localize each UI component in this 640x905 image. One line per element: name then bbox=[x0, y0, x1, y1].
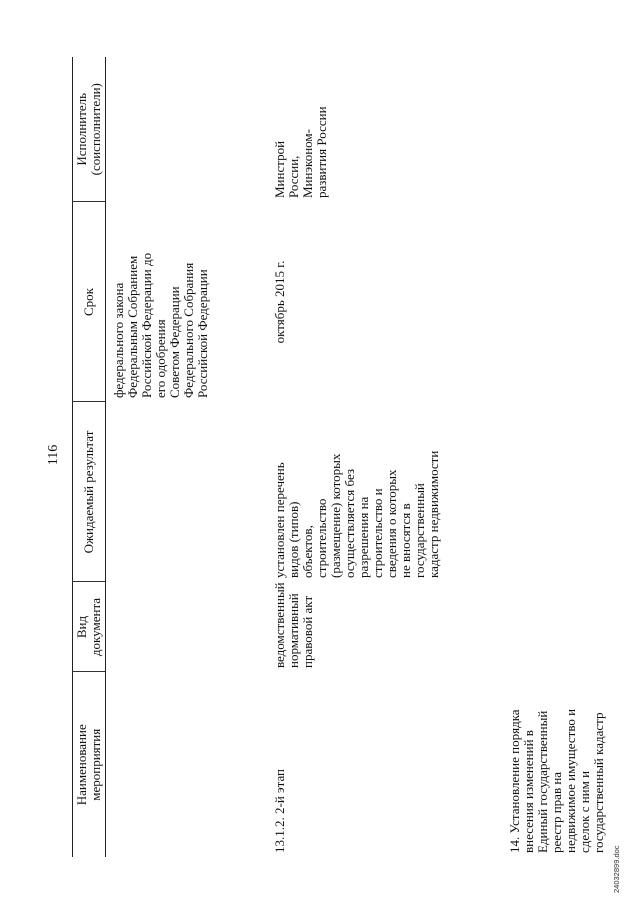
cell-empty bbox=[106, 672, 266, 857]
cell-empty bbox=[506, 202, 609, 402]
measures-table bbox=[72, 57, 609, 857]
cell-empty bbox=[506, 57, 609, 202]
cell-empty bbox=[106, 582, 266, 672]
cell-empty bbox=[106, 57, 266, 202]
table-row bbox=[265, 57, 506, 857]
document-code: 24032899.doc bbox=[612, 845, 621, 893]
table-row-continuation bbox=[106, 57, 266, 857]
header-deadline: Срок bbox=[73, 202, 106, 402]
cell-executor: Минстрой России, Минэконом- развития России bbox=[272, 106, 329, 198]
cell-doc-type: ведомственный нормативный правовой акт bbox=[272, 582, 315, 668]
header-executor: Исполнитель (соисполнители) bbox=[73, 57, 106, 202]
table-header-row bbox=[73, 57, 106, 857]
header-name: Наименование мероприятия bbox=[73, 672, 106, 857]
cell-empty bbox=[506, 582, 609, 672]
cell-result: установлен перечень видов (типов) объектов, строительство (размещение) которых осуществляется без разрешения на строительство и сведения о которых не вносятся в государственный кадастр недвижимости bbox=[272, 450, 441, 578]
cell-empty bbox=[506, 402, 609, 582]
cell-empty bbox=[106, 402, 266, 582]
header-doc-type: Вид документа bbox=[73, 582, 106, 672]
cell-name: 14. Установление порядка внесения изменений в Единый государственный реестр прав на недвижимое имущество и сделок с ним и государственный кадастр bbox=[507, 708, 606, 853]
cell-deadline: октябрь 2015 г. bbox=[272, 260, 287, 344]
cell-deadline-continuation: федерального закона Федеральным Собранием Российской Федерации до его одобрения Советом Федерации Федерального Собрания Российской Федерации bbox=[111, 252, 210, 398]
page-number: 116 bbox=[46, 444, 61, 466]
cell-name: 13.1.2. 2-й этап bbox=[272, 768, 287, 853]
table-row bbox=[506, 57, 609, 857]
header-result: Ожидаемый результат bbox=[73, 402, 106, 582]
